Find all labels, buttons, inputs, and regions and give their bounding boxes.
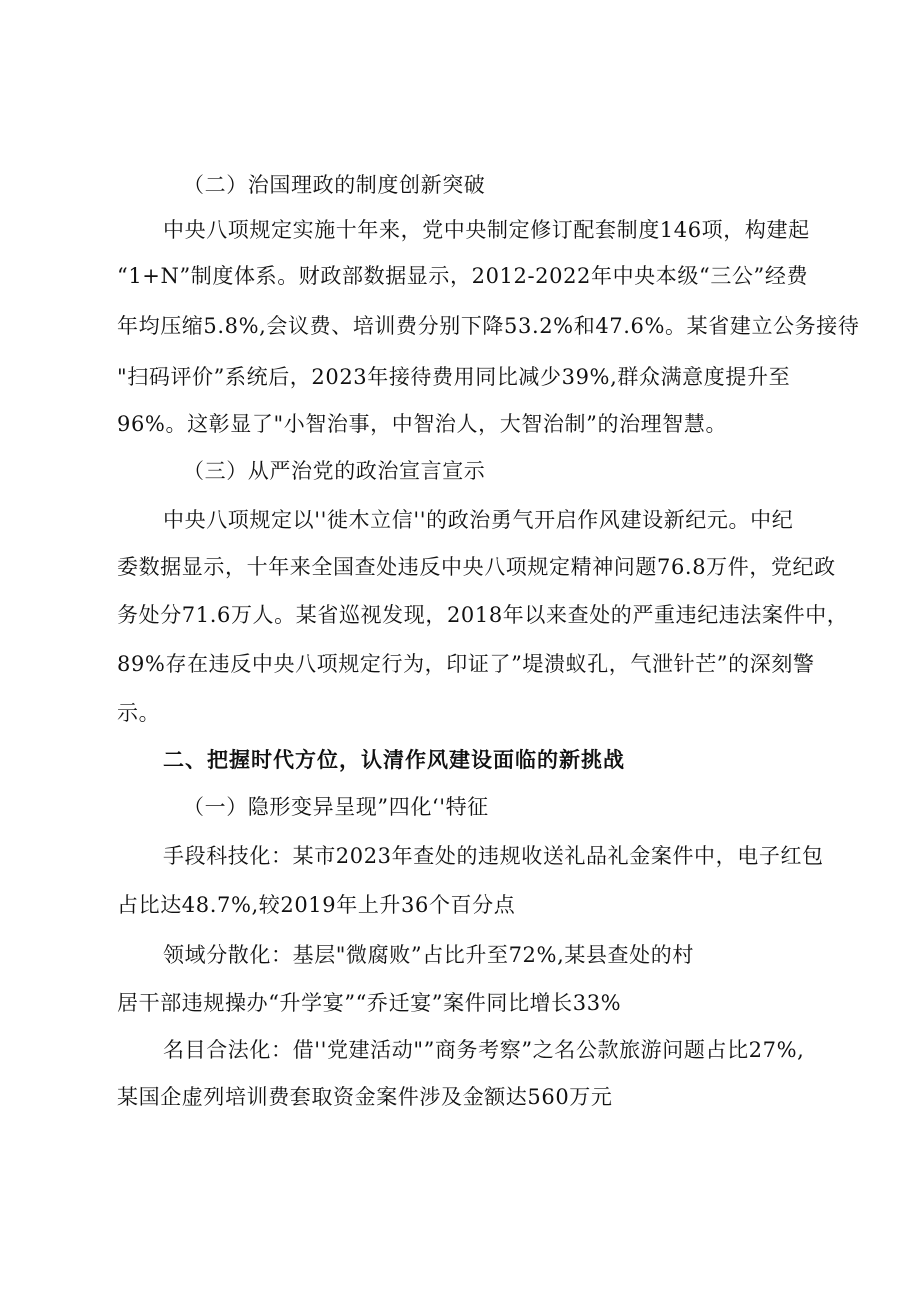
paragraph-line: 务处分71.6万人。某省巡视发现，2018年以来查处的严重违纪违法案件中， <box>117 603 849 627</box>
paragraph-line: 委数据显示，十年来全国查处违反中央八项规定精神问题76.8万件，党纪政 <box>117 555 836 579</box>
list-item-line: 名目合法化：借''党建活动"”商务考察”之名公款旅游问题占比27%, <box>163 1038 805 1062</box>
paragraph-line: 年均压缩5.8%,会议费、培训费分别下降53.2%和47.6%。某省建立公务接待 <box>117 314 860 338</box>
list-item-line: 手段科技化：某市2023年查处的违规收送礼品礼金案件中，电子红包 <box>163 844 824 868</box>
section-heading: （一）隐形变异呈现”四化‘'特征 <box>183 795 489 819</box>
list-item-line: 某国企虚列培训费套取资金案件涉及金额达560万元 <box>117 1085 613 1109</box>
list-item-line: 占比达48.7%,较2019年上升36个百分点 <box>117 893 516 917</box>
paragraph-line: 96%。这彰显了"小智治事，中智治人，大智治制”的治理智慧。 <box>117 412 728 436</box>
section-heading: （三）从严治党的政治宣言宣示 <box>183 459 486 483</box>
paragraph-line: "扫码评价”系统后，2023年接待费用同比减少39%,群众满意度提升至 <box>117 365 791 389</box>
paragraph-line: 89%存在违反中央八项规定行为，印证了”堤溃蚁孔，气泄针芒”的深刻警 <box>117 652 815 676</box>
list-item-line: 领域分散化：基层"微腐败”占比升至72%,某县查处的村 <box>163 943 694 967</box>
paragraph-line: 中央八项规定以''徙木立信''的政治勇气开启作风建设新纪元。中纪 <box>163 508 794 532</box>
paragraph-line: “1+N”制度体系。财政部数据显示，2012-2022年中央本级“三公”经费 <box>117 264 809 288</box>
chapter-heading: 二、把握时代方位，认清作风建设面临的新挑战 <box>163 747 625 772</box>
paragraph-line: 中央八项规定实施十年来，党中央制定修订配套制度146项，构建起 <box>163 218 810 242</box>
paragraph-line: 示。 <box>117 701 161 725</box>
list-item-line: 居干部违规操办“升学宴”“乔迁宴”案件同比增长33% <box>117 991 622 1015</box>
section-heading: （二）治国理政的制度创新突破 <box>183 173 486 197</box>
